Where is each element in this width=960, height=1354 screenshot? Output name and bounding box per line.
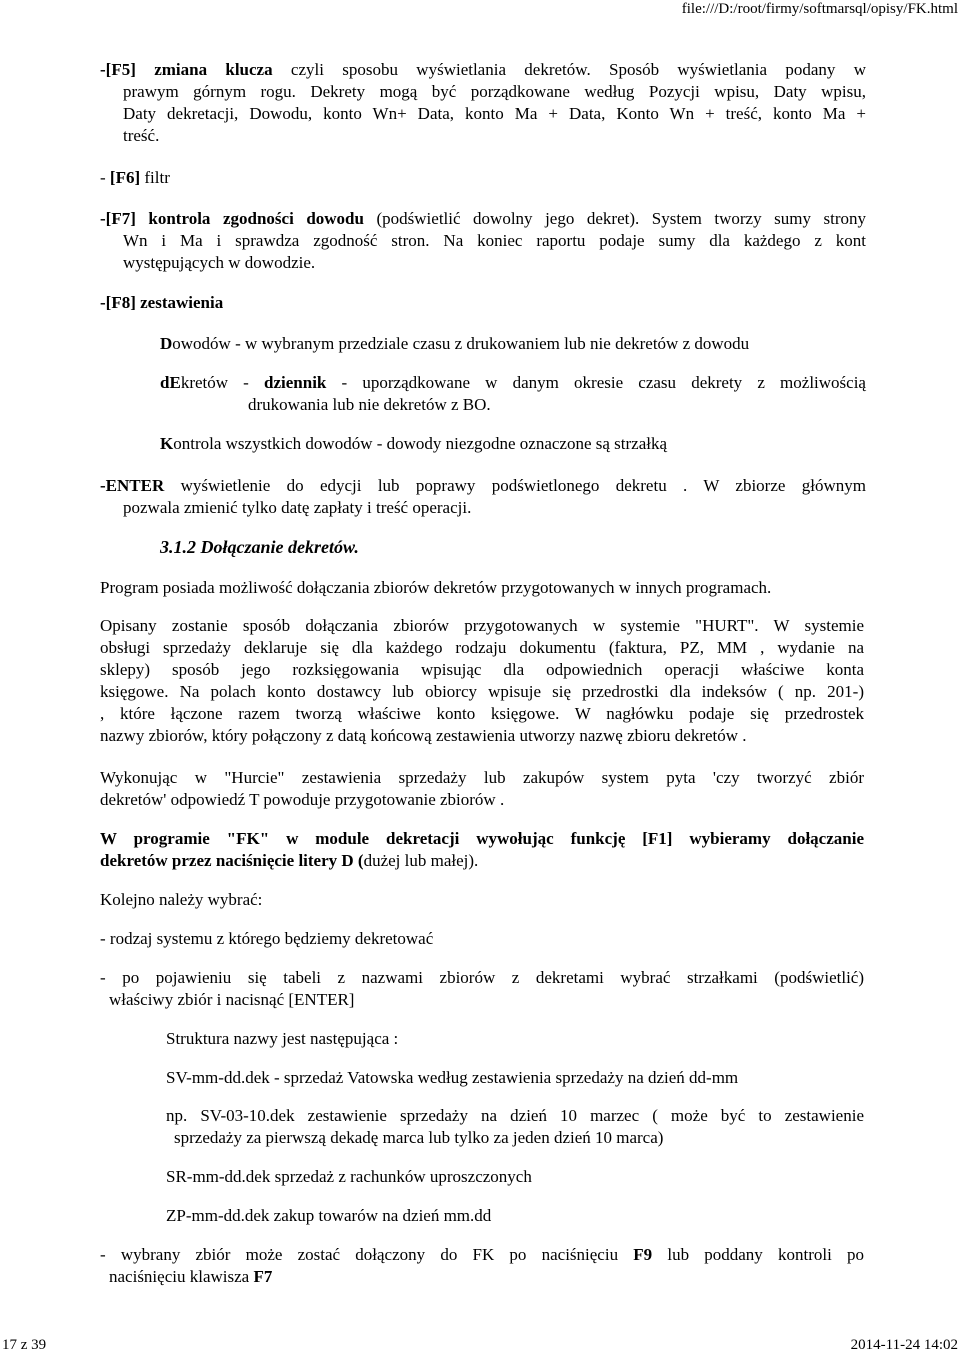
p2-line-5: , które łączone razem tworzą właściwe konto księgowe. W nagłówku podaje się przedrostek: [100, 704, 864, 723]
f8-dowodow: [160, 333, 860, 355]
paragraph-1: [100, 577, 866, 599]
struct-sv-text: SV-mm-dd.dek - sprzedaż Vatowska według zestawienia sprzedaży na dzień dd-mm: [166, 1068, 739, 1087]
last-paragraph: [100, 1244, 864, 1266]
p6-text: - rodzaj systemu z którego będziemy dekretować: [100, 929, 434, 948]
enter-line-2: pozwala zmienić tylko datę zapłaty i treść operacji.: [123, 498, 472, 517]
enter-paragraph-cont: [123, 497, 823, 519]
last-line1-a: - wybrany zbiór może zostać dołączony do FK po naciśnięciu: [100, 1245, 634, 1264]
last-line1-b: lub poddany kontroli po: [652, 1245, 864, 1264]
p2-line-2: obsługi sprzedaży deklaruje się dla każdego rodzaju dokumentu (faktura, PZ, MM , wydanie na: [100, 638, 864, 657]
struct-zp-text: ZP-mm-dd.dek zakup towarów na dzień mm.dd: [166, 1206, 492, 1225]
f5-key: -[F5]: [100, 60, 136, 79]
p2-line-1: Opisany zostanie sposób dołączania zbiorów przygotowanych w systemie "HURT". W systemie: [100, 616, 864, 635]
f8-kontrola-rest: ontrola wszystkich dowodów - dowody niezgodne oznaczone są strzałką: [173, 434, 668, 453]
p2-line-4: księgowe. Na polach konto dostawcy lub obiorcy wpisuje się przedrostki dla indeksów ( np. 201-): [100, 682, 864, 701]
struct-intro: [166, 1028, 766, 1050]
f5-paragraph-cont: [123, 81, 866, 147]
f8-dekretow-e: E: [169, 373, 181, 392]
struct-sr-text: SR-mm-dd.dek sprzedaż z rachunków uproszczonych: [166, 1167, 532, 1186]
f7-line-3: występujących w dowodzie.: [123, 253, 316, 272]
enter-key: -ENTER: [100, 476, 165, 495]
enter-line1-rest: wyświetlenie do edycji lub poprawy podświetlonego dekretu . W zbiorze głównym: [164, 476, 866, 495]
f5-paragraph: [100, 59, 866, 81]
f8-dekretow-line1-rest: - uporządkowane w danym okresie czasu dekrety z możliwością: [326, 373, 866, 392]
paragraph-6: [100, 928, 700, 950]
f5-line-2: prawym górnym rogu. Dekrety mogą być porządkowane według Pozycji wpisu, Daty wpisu,: [123, 82, 866, 101]
last-f9: F9: [633, 1245, 653, 1264]
struct-intro-text: Struktura nazwy jest następująca :: [166, 1029, 399, 1048]
f5-line-3: Daty dekretacji, Dowodu, konto Wn+ Data, konto Ma + Data, Konto Wn + treść, konto Ma +: [123, 104, 866, 123]
enter-line-1: [100, 475, 866, 497]
f7-key: -[F7] kontrola zgodności dowodu: [100, 209, 364, 228]
f5-line-1: [100, 59, 866, 81]
p2-line-6: nazwy zbiorów, który połączony z datą końcową zestawienia utworzy nazwę zbioru dekretów .: [100, 726, 747, 745]
struct-np: [166, 1105, 864, 1127]
section-title: 3.1.2 Dołączanie dekretów.: [160, 537, 359, 557]
last-f7: F7: [253, 1267, 273, 1286]
print-datetime: 2014-11-24 14:02: [850, 1337, 958, 1353]
struct-np-line-2: sprzedaży za pierwszą dekadę marca lub tylko za jeden dzień 10 marca): [174, 1128, 664, 1147]
f5-line-4: treść.: [123, 126, 160, 145]
f7-line1-rest: (podświetlić dowolny jego dekret). System tworzy sumy strony: [363, 209, 866, 228]
p7-line-2: właściwy zbiór i nacisnąć [ENTER]: [109, 990, 355, 1009]
f8-dowodow-first: D: [160, 334, 173, 353]
f7-paragraph: [100, 208, 866, 230]
p3-line-1: Wykonując w "Hurcie" zestawienia sprzedaży lub zakupów system pyta 'czy tworzyć zbiór: [100, 768, 864, 787]
paragraph-7: [100, 967, 864, 989]
f8-kontrola-first: K: [160, 434, 174, 453]
p7-line-1: - po pojawieniu się tabeli z nazwami zbiorów z dekretami wybrać strzałkami (podświetlić): [100, 968, 864, 987]
paragraph-2: [100, 615, 864, 747]
f8-dekretow-cont: [248, 394, 848, 416]
f8-dekretow: [160, 372, 866, 394]
f5-line1-rest: czyli sposobu wyświetlania dekretów. Sposób wyświetlania podany w: [290, 60, 867, 79]
struct-sr: [166, 1166, 864, 1188]
f8-dekretow-rest: kretów -: [180, 373, 265, 392]
f7-paragraph-cont: [123, 230, 866, 274]
f7-line-2: Wn i Ma i sprawdza zgodność stron. Na koniec raportu podaje sumy dla każdego z kont: [123, 231, 866, 250]
p4-line2-rest: dużej lub małej).: [363, 851, 479, 870]
last-line2-a: naciśnięciu klawisza: [109, 1267, 254, 1286]
f6-prefix: -: [100, 168, 110, 187]
f8-key: -[F8] zestawienia: [100, 293, 224, 312]
f8-dekretow-line-1: [160, 372, 866, 394]
last-paragraph-cont: [109, 1266, 709, 1288]
struct-np-cont: [174, 1127, 864, 1149]
struct-np-line-1: np. SV-03-10.dek zestawienie sprzedaży na dzień 10 marzec ( może być to zestawienie: [166, 1106, 864, 1125]
struct-zp: [166, 1205, 864, 1227]
p4-line-2: [100, 850, 864, 872]
page-number: 17 z 39: [2, 1337, 47, 1353]
page-url: file:///D:/root/firmy/softmarsql/opisy/FK.html: [681, 1, 958, 17]
p3-line-2: dekretów' odpowiedź T powoduje przygotowanie zbiorów .: [100, 790, 505, 809]
paragraph-3: [100, 767, 864, 811]
f8-kontrola: [160, 433, 860, 455]
last-line-1: [100, 1244, 864, 1266]
f6-paragraph: [100, 167, 400, 189]
struct-sv: [166, 1067, 864, 1089]
f8-dekretow-line-2: drukowania lub nie dekretów z BO.: [248, 395, 491, 414]
p1-text: Program posiada możliwość dołączania zbiorów dekretów przygotowanych w innych programach.: [100, 578, 772, 597]
f8-dowodow-rest: owodów - w wybranym przedziale czasu z drukowaniem lub nie dekretów z dowodu: [172, 334, 750, 353]
f8-heading: [100, 292, 400, 314]
f8-dziennik: dziennik: [264, 373, 327, 392]
f8-dekretow-d: d: [160, 373, 170, 392]
f5-title: zmiana klucza: [154, 60, 273, 79]
p4-line-1: [100, 828, 864, 850]
p2-line-3: sklepy) sposób jego rozksięgowania wpisując dla odpowiednich operacji właściwe konta: [100, 660, 864, 679]
enter-paragraph: [100, 475, 866, 497]
f6-text: filtr: [140, 168, 170, 187]
f6-key: [F6]: [109, 168, 141, 187]
paragraph-4: [100, 828, 864, 872]
f7-line-1: [100, 208, 866, 230]
paragraph-7-cont: [109, 989, 709, 1011]
paragraph-5: [100, 889, 700, 911]
p5-text: Kolejno należy wybrać:: [100, 890, 263, 909]
p4-line1-bold: W programie "FK" w module dekretacji wywołując funkcję [F1] wybieramy dołączanie: [100, 829, 864, 848]
p4-line2-bold: dekretów przez naciśnięcie litery D (: [100, 851, 364, 870]
